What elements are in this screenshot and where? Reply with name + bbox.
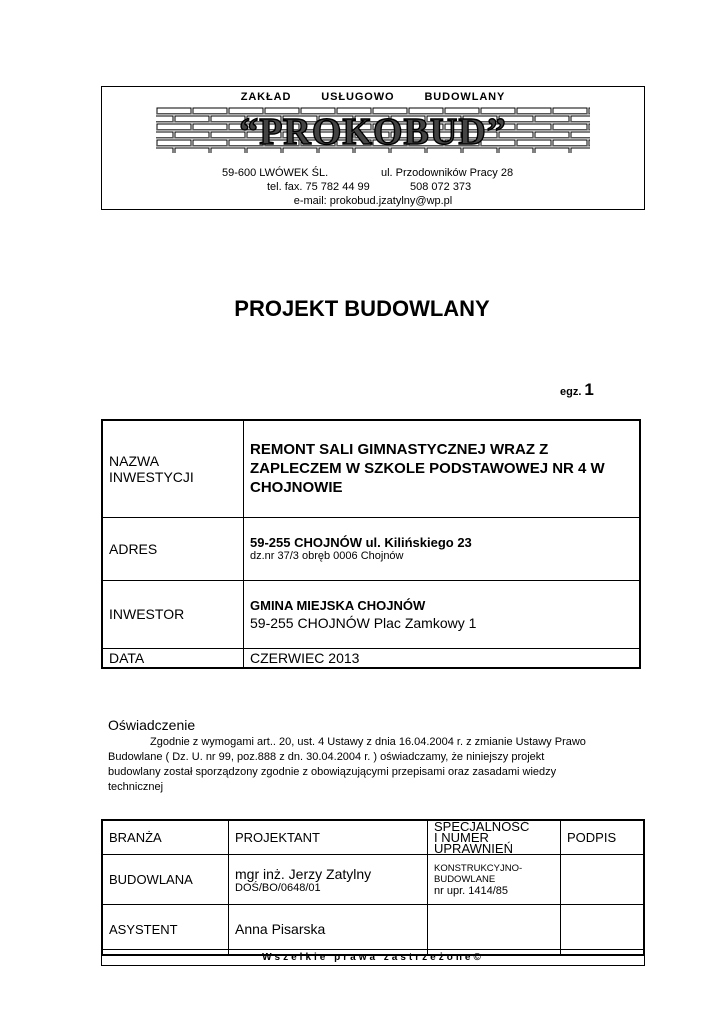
row2-designer: Anna Pisarska [229,905,428,955]
address-street: ul. Przodowników Pracy 28 [381,167,514,179]
investor-address: 59-255 CHOJNÓW Plac Zamkowy 1 [250,614,477,631]
declaration-line: Budowlane ( Dz. U. nr 99, poz.888 z dn. 30.04.2004 r. ) oświadczamy, że niniejszy projekt [108,751,545,763]
table-row [102,905,644,955]
col-designer: PROJEKTANT [229,820,428,855]
row1-spec-line3: nr upr. 1414/85 [434,884,509,897]
copy-label: egz. [560,386,582,398]
row1-branch: BUDOWLANA [102,855,229,905]
row1-designer: mgr inż. Jerzy Zatylny [235,865,372,882]
row2-spec [428,905,561,955]
row1-spec-line2: BUDOWLANE [434,873,496,885]
declaration-body [108,735,648,795]
document-title: PROJEKT BUDOWLANY [234,296,490,321]
investor-name: GMINA MIEJSKA CHOJNÓW [250,597,426,613]
project-info-table [101,419,641,669]
address-city: 59-600 LWÓWEK ŚL. [222,167,329,179]
row1-designer-cell [229,855,428,905]
date-label: DATA [102,648,244,668]
address-cell [244,517,641,580]
company-type: ZAKŁAD USŁUGOWO BUDOWLANY [240,91,506,103]
investor-cell [244,580,641,648]
company-logo [156,107,590,153]
row2-signature [561,905,645,955]
table-row [102,580,640,648]
col-branch: BRANŻA [102,820,229,855]
investment-label: NAZWA INWESTYCJI [102,420,244,517]
declaration-line: Zgodnie z wymogami art.. 20, ust. 4 Ustawy z dnia 16.04.2004 r. z zmianie Ustawy Prawo [150,736,586,748]
declaration-line: budowlany został sporządzony zgodnie z obowiązującymi przepisami oraz zasadami wiedzy [108,766,557,778]
declaration-title: Oświadczenie [108,717,196,733]
investment-value: REMONT SALI GIMNASTYCZNEJ WRAZ Z ZAPLECZEM W SZKOLE PODSTAWOWEJ NR 4 W CHOJNOWIE [244,420,641,517]
declaration-line: technicznej [108,781,164,793]
address-value: 59-255 CHOJNÓW ul. Kilińskiego 23 [250,535,472,550]
row1-spec-cell [428,855,561,905]
col-spec-line1: SPECJALNOŚĆ [434,819,530,834]
address-plot: dz.nr 37/3 obręb 0006 Chojnów [250,550,404,562]
company-header [101,86,645,210]
logo-text: “PROKOBUD” [239,111,507,153]
brick-wall-logo [156,107,590,153]
address-label: ADRES [102,517,244,580]
table-row [102,420,640,517]
date-value: CZERWIEC 2013 [244,648,641,668]
table-row [102,517,640,580]
phone-mobile: 508 072 373 [410,181,472,193]
col-spec [428,820,561,855]
table-row [102,820,644,855]
row1-designer-id: DOŚ/BO/0648/01 [235,881,321,894]
col-spec-line2: I NUMER UPRAWNIEŃ [434,830,513,856]
table-row [102,855,644,905]
company-email: e-mail: prokobud.jzatylny@wp.pl [293,195,453,207]
row1-signature [561,855,645,905]
row2-branch: ASYSTENT [102,905,229,955]
investor-label: INWESTOR [102,580,244,648]
signature-table [101,819,645,956]
phone-fax: tel. fax. 75 782 44 99 [267,181,370,193]
col-signature: PODPIS [561,820,645,855]
copy-number [560,380,594,400]
rights-reserved: Wszelkie prawa zastrzeżone© [101,949,645,966]
row1-spec-line1: KONSTRUKCYJNO- [434,862,523,874]
table-row [102,648,640,668]
copy-value: 1 [584,380,594,399]
